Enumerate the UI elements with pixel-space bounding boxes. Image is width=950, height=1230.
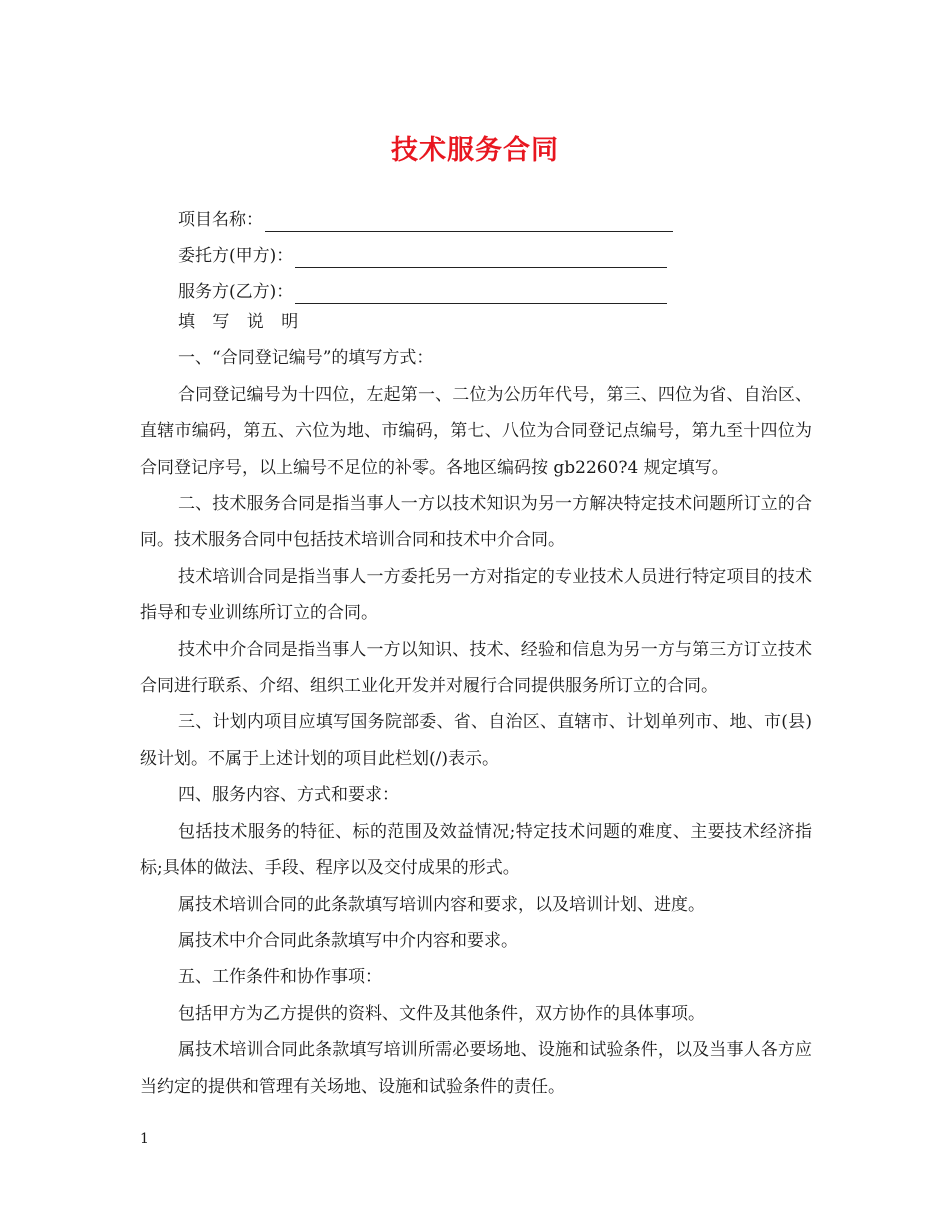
service-party-b-blank[interactable] [295, 285, 667, 304]
section-5-heading: 五、工作条件和协作事项： [178, 967, 382, 988]
paragraph-intermediary-terms: 属技术中介合同此条款填写中介内容和要求。 [178, 930, 518, 951]
section-1-heading: 一、“合同登记编号”的填写方式： [178, 348, 434, 369]
paragraph-training-terms: 属技术培训合同的此条款填写培训内容和要求，以及培训计划、进度。 [178, 894, 705, 915]
paragraph-section-3: 三、计划内项目应填写国务院部委、省、自治区、直辖市、计划单列市、地、市(县)级计划。不属于上述计划的项目此栏划(/)表示。 [140, 712, 812, 769]
project-name-label: 项目名称： [178, 210, 263, 230]
client-party-a-blank[interactable] [295, 249, 667, 268]
service-party-b-field [178, 280, 667, 304]
section-4-heading: 四、服务内容、方式和要求： [178, 785, 399, 806]
paragraph-service-content: 包括技术服务的特征、标的范围及效益情况;特定技术问题的难度、主要技术经济指标;具体的做法、手段、程序以及交付成果的形式。 [140, 821, 812, 879]
service-party-b-label: 服务方(乙方)： [178, 282, 294, 302]
paragraph-section-2: 二、技术服务合同是指当事人一方以技术知识为另一方解决特定技术问题所订立的合同。技术服务合同中包括技术培训合同和技术中介合同。 [140, 494, 812, 551]
paragraph-training-contract: 技术培训合同是指当事人一方委托另一方对指定的专业技术人员进行特定项目的技术指导和专业训练所订立的合同。 [140, 566, 812, 624]
paragraph-contract-number: 合同登记编号为十四位，左起第一、二位为公历年代号，第三、四位为省、自治区、直辖市编码，第五、六位为地、市编码，第七、八位为合同登记点编号，第九至十四位为合同登记序号，以上编号不足位的补零。各地区编码按 gb2260?4 规定填写。 [140, 384, 812, 478]
client-party-a-field [178, 244, 667, 268]
paragraph-work-conditions: 包括甲方为乙方提供的资料、文件及其他条件，双方协作的具体事项。 [178, 1003, 705, 1024]
project-name-field [178, 208, 673, 232]
paragraph-intermediary-contract: 技术中介合同是指当事人一方以知识、技术、经验和信息为另一方与第三方订立技术合同进行联系、介绍、组织工业化开发并对履行合同提供服务所订立的合同。 [140, 639, 812, 697]
paragraph-training-facilities: 属技术培训合同此条款填写培训所需必要场地、设施和试验条件，以及当事人各方应当约定的提供和管理有关场地、设施和试验条件的责任。 [140, 1040, 812, 1097]
page-number: 1 [140, 1131, 149, 1147]
document-title: 技术服务合同 [391, 135, 559, 166]
instructions-body [140, 304, 812, 1105]
instructions-heading: 填 写 说 明 [178, 312, 305, 332]
client-party-a-label: 委托方(甲方)： [178, 246, 294, 266]
project-name-blank[interactable] [265, 213, 673, 232]
